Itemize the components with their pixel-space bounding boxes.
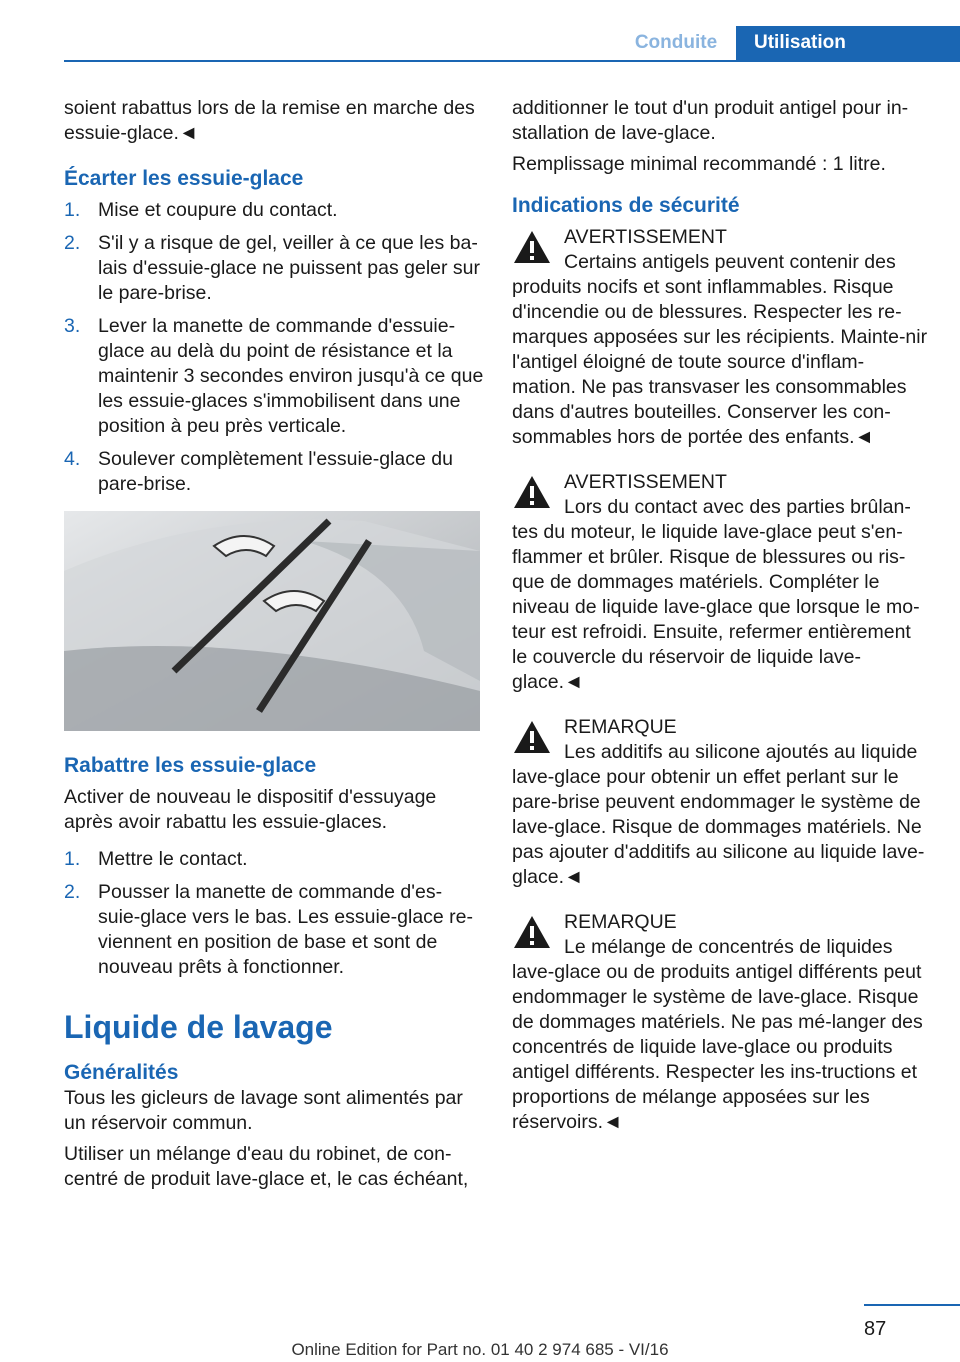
edition-line: Online Edition for Part no. 01 40 2 974 685 - VI/16	[291, 1340, 669, 1359]
step-text: Lever la manette de commande d'essuie-glace au delà du point de résistance et la maintenir 3 secondes environ jusqu'à ce que les essuie-glaces s'immobilisent dans une position à peu près verticale.	[98, 315, 484, 437]
warning-triangle-icon	[512, 719, 552, 755]
list-item	[64, 314, 484, 439]
general-paragraph-2: Utiliser un mélange d'eau du robinet, de con-centré de produit lave-glace et, le cas échéant,	[64, 1143, 469, 1190]
step-number: 1.	[64, 199, 81, 221]
step-text: Mettre le contact.	[98, 848, 248, 870]
warning-triangle-icon	[512, 474, 552, 510]
list-item	[64, 447, 484, 497]
intro-paragraph: soient rabattus lors de la remise en marche des essuie-glace.◄	[64, 97, 475, 144]
notice-block	[512, 715, 928, 890]
step-text: Mise et coupure du contact.	[98, 199, 338, 221]
fold-intro: Activer de nouveau le dispositif d'essuyage après avoir rabattu les essuie-glaces.	[64, 786, 437, 833]
header-rule	[64, 60, 960, 62]
warning-label: AVERTISSEMENT	[564, 226, 727, 248]
safety-title: Indications de sécurité	[512, 194, 740, 217]
list-item	[64, 198, 484, 223]
step-text: Soulever complètement l'essuie-glace du pare-brise.	[98, 448, 453, 495]
step-number: 1.	[64, 848, 81, 870]
warning-text: Lors du contact avec des parties brûlan-tes du moteur, le liquide lave-glace peut s'en-flammer et brûler. Risque de blessures ou ris-que de dommages matériels. Compléter le niveau de liquide lave-glace que lorsque le mo-teur est refroidi. Ensuite, refermer entièrement le couvercle du réservoir de liquide lave-glace.◄	[512, 496, 920, 693]
step-number: 4.	[64, 448, 81, 470]
section-title-spread-wipers: Écarter les essuie-glace	[64, 167, 304, 190]
tab-conduite[interactable]: Conduite	[634, 32, 718, 53]
notice-label: REMARQUE	[564, 911, 677, 933]
section-title-fold-wipers: Rabattre les essuie-glace	[64, 754, 317, 777]
step-number: 3.	[64, 315, 81, 337]
general-paragraph-1: Tous les gicleurs de lavage sont alimentés par un réservoir commun.	[64, 1087, 463, 1134]
general-title: Généralités	[64, 1061, 179, 1084]
windshield-wipers-image	[64, 511, 480, 731]
list-item	[64, 847, 484, 872]
warning-label: AVERTISSEMENT	[564, 471, 727, 493]
steps-fold-wipers	[64, 847, 484, 980]
notice-text: Les additifs au silicone ajoutés au liquide lave-glace pour obtenir un effet perlant sur le pare-brise peuvent endommager le système de lave-glace. Risque de dommages matériels. Ne pas ajouter d'additifs au silicone au liquide lave-glace.◄	[512, 741, 925, 888]
step-text: S'il y a risque de gel, veiller à ce que les ba-lais d'essuie-glace ne puissent pas geler sur le pare-brise.	[98, 232, 481, 304]
warning-text: Certains antigels peuvent contenir des produits nocifs et sont inflammables. Risque d'incendie ou de blessures. Respecter les re-marques apposées sur les récipients. Mainte-nir l'antigel éloigné de toute source d'inflam-mation. Ne pas transvaser les consommables dans d'autres bouteilles. Conserver les con-sommables hors de portée des enfants.◄	[512, 251, 928, 448]
step-number: 2.	[64, 881, 81, 903]
warning-block	[512, 470, 928, 695]
minimum-fill-paragraph: Remplissage minimal recommandé : 1 litre.	[512, 153, 886, 175]
notice-block	[512, 910, 928, 1135]
page-number: 87	[864, 1318, 887, 1340]
right-column	[512, 96, 928, 1155]
step-number: 2.	[64, 232, 81, 254]
notice-text: Le mélange de concentrés de liquides lave-glace ou de produits antigel différents peut endommager le système de lave-glace. Risque de dommages matériels. Ne pas mé-langer des concentrés de liquide lave-glace ou produits antigel différents. Respecter les ins-tructions et proportions de mélange apposées sur les réservoirs.◄	[512, 936, 923, 1133]
warning-triangle-icon	[512, 229, 552, 265]
steps-spread-wipers	[64, 198, 484, 497]
left-column	[64, 96, 484, 1198]
list-item	[64, 231, 484, 306]
warning-block	[512, 225, 928, 450]
footer-rule	[864, 1304, 960, 1306]
wiper-illustration	[64, 511, 480, 731]
continuation-paragraph: additionner le tout d'un produit antigel pour in-stallation de lave-glace.	[512, 97, 909, 144]
step-text: Pousser la manette de commande d'es-suie-glace vers le bas. Les essuie-glace re-viennent en position de base et sont de nouveau prêts à fonctionner.	[98, 881, 474, 978]
notice-label: REMARQUE	[564, 716, 677, 738]
list-item	[64, 880, 484, 980]
warning-triangle-icon	[512, 914, 552, 950]
chapter-title: Liquide de lavage	[64, 1009, 333, 1045]
tab-utilisation[interactable]: Utilisation	[736, 26, 960, 62]
